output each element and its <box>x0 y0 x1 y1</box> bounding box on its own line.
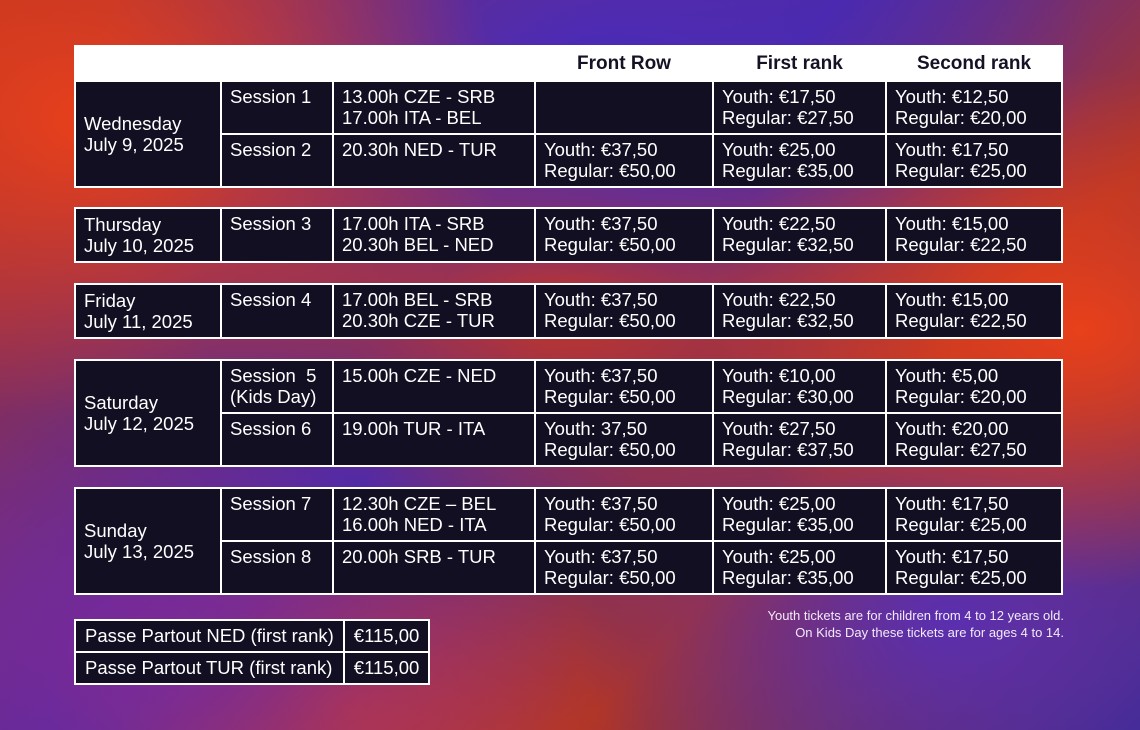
weekday: Saturday <box>84 392 159 413</box>
second-rank-price-cell <box>886 360 1062 413</box>
day-cell <box>75 81 221 187</box>
header-blank <box>75 46 535 81</box>
second-rank-price-cell <box>886 284 1062 338</box>
price-regular: Regular: €35,00 <box>722 514 854 535</box>
price-youth: Youth: €22,50 <box>722 289 836 310</box>
schedule-table-saturday <box>74 359 1063 467</box>
date: July 12, 2025 <box>84 413 195 434</box>
price-youth: Youth: €17,50 <box>722 86 836 107</box>
price-youth: Youth: 37,50 <box>544 418 648 439</box>
second-rank-price-cell <box>886 208 1062 262</box>
schedule-table-friday <box>74 283 1063 339</box>
price-regular: Regular: €25,00 <box>895 514 1027 535</box>
price-youth: Youth: €17,50 <box>895 139 1009 160</box>
match: 20.00h SRB - TUR <box>342 546 496 567</box>
session-cell <box>221 134 333 187</box>
session-name: Session 2 <box>230 139 312 160</box>
first-rank-price-cell <box>713 81 886 134</box>
price-youth: Youth: €15,00 <box>895 289 1009 310</box>
match: 17.00h ITA - BEL <box>342 107 482 128</box>
session-cell <box>221 541 333 594</box>
price-regular: Regular: €50,00 <box>544 514 676 535</box>
price-regular: Regular: €50,00 <box>544 567 676 588</box>
price-youth: Youth: €27,50 <box>722 418 836 439</box>
note-line: Youth tickets are for children from 4 to 12 years old. <box>767 608 1064 623</box>
passe-partout-label: Passe Partout TUR (first rank) <box>75 652 344 684</box>
price-youth: Youth: €17,50 <box>895 546 1009 567</box>
price-regular: Regular: €50,00 <box>544 310 676 331</box>
match: 20.30h BEL - NED <box>342 234 494 255</box>
price-regular: Regular: €50,00 <box>544 160 676 181</box>
match: 16.00h NED - ITA <box>342 514 487 535</box>
day-cell <box>75 360 221 466</box>
price-regular: Regular: €50,00 <box>544 234 676 255</box>
price-youth: Youth: €25,00 <box>722 493 836 514</box>
match: 17.00h ITA - SRB <box>342 213 485 234</box>
price-regular: Regular: €30,00 <box>722 386 854 407</box>
price-youth: Youth: €37,50 <box>544 546 658 567</box>
session-name: Session 6 <box>230 418 312 439</box>
first-rank-price-cell <box>713 284 886 338</box>
matches-cell <box>333 81 535 134</box>
price-youth: Youth: €5,00 <box>895 365 999 386</box>
price-regular: Regular: €20,00 <box>895 107 1027 128</box>
price-regular: Regular: €37,50 <box>722 439 854 460</box>
session-name: Session 8 <box>230 546 312 567</box>
day-cell <box>75 284 221 338</box>
passe-partout-table <box>74 619 430 685</box>
price-youth: Youth: €10,00 <box>722 365 836 386</box>
price-youth: Youth: €20,00 <box>895 418 1009 439</box>
second-rank-price-cell <box>886 413 1062 466</box>
session-cell <box>221 360 333 413</box>
session-cell <box>221 413 333 466</box>
price-regular: Regular: €35,00 <box>722 567 854 588</box>
first-rank-price-cell <box>713 208 886 262</box>
day-cell <box>75 208 221 262</box>
front-row-price-cell <box>535 134 713 187</box>
price-regular: Regular: €20,00 <box>895 386 1027 407</box>
date: July 9, 2025 <box>84 134 184 155</box>
price-youth: Youth: €15,00 <box>895 213 1009 234</box>
weekday: Wednesday <box>84 113 182 134</box>
matches-cell <box>333 413 535 466</box>
session-cell <box>221 208 333 262</box>
price-regular: Regular: €27,50 <box>895 439 1027 460</box>
session-cell <box>221 488 333 541</box>
weekday: Sunday <box>84 520 147 541</box>
front-row-price-cell <box>535 488 713 541</box>
matches-cell <box>333 284 535 338</box>
header-front-row: Front Row <box>535 46 713 81</box>
price-regular: Regular: €22,50 <box>895 234 1027 255</box>
price-regular: Regular: €35,00 <box>722 160 854 181</box>
session-name: Session 1 <box>230 86 312 107</box>
first-rank-price-cell <box>713 413 886 466</box>
session-subtitle: (Kids Day) <box>230 386 317 407</box>
price-regular: Regular: €50,00 <box>544 439 676 460</box>
session-cell <box>221 284 333 338</box>
front-row-price-cell <box>535 413 713 466</box>
price-regular: Regular: €25,00 <box>895 160 1027 181</box>
first-rank-price-cell <box>713 541 886 594</box>
session-name: Session 4 <box>230 289 312 310</box>
first-rank-price-cell <box>713 488 886 541</box>
weekday: Thursday <box>84 214 162 235</box>
session-name: Session 7 <box>230 493 312 514</box>
session-cell <box>221 81 333 134</box>
price-regular: Regular: €22,50 <box>895 310 1027 331</box>
second-rank-price-cell <box>886 541 1062 594</box>
date: July 13, 2025 <box>84 541 195 562</box>
front-row-price-cell <box>535 284 713 338</box>
price-regular: Regular: €27,50 <box>722 107 854 128</box>
matches-cell <box>333 134 535 187</box>
match: 15.00h CZE - NED <box>342 365 497 386</box>
match: 12.30h CZE – BEL <box>342 493 497 514</box>
price-youth: Youth: €25,00 <box>722 546 836 567</box>
match: 17.00h BEL - SRB <box>342 289 493 310</box>
passe-partout-price: €115,00 <box>344 620 430 652</box>
schedule-table-thursday <box>74 207 1063 263</box>
second-rank-price-cell <box>886 81 1062 134</box>
date: July 10, 2025 <box>84 235 195 256</box>
match: 19.00h TUR - ITA <box>342 418 486 439</box>
match: 20.30h NED - TUR <box>342 139 497 160</box>
price-youth: Youth: €37,50 <box>544 213 658 234</box>
price-regular: Regular: €25,00 <box>895 567 1027 588</box>
note-line: On Kids Day these tickets are for ages 4 to 14. <box>795 625 1064 640</box>
session-name: Session 3 <box>230 213 312 234</box>
schedule-table-sunday <box>74 487 1063 595</box>
first-rank-price-cell <box>713 134 886 187</box>
passe-partout-label: Passe Partout NED (first rank) <box>75 620 344 652</box>
price-regular: Regular: €32,50 <box>722 310 854 331</box>
matches-cell <box>333 541 535 594</box>
price-youth: Youth: €37,50 <box>544 493 658 514</box>
matches-cell <box>333 208 535 262</box>
price-youth: Youth: €17,50 <box>895 493 1009 514</box>
second-rank-price-cell <box>886 488 1062 541</box>
date: July 11, 2025 <box>84 311 193 332</box>
first-rank-price-cell <box>713 360 886 413</box>
second-rank-price-cell <box>886 134 1062 187</box>
price-youth: Youth: €37,50 <box>544 139 658 160</box>
matches-cell <box>333 360 535 413</box>
price-youth: Youth: €25,00 <box>722 139 836 160</box>
matches-cell <box>333 488 535 541</box>
front-row-price-cell <box>535 208 713 262</box>
price-youth: Youth: €37,50 <box>544 289 658 310</box>
header-second-rank: Second rank <box>886 46 1062 81</box>
header-first-rank: First rank <box>713 46 886 81</box>
front-row-price-cell <box>535 541 713 594</box>
day-cell <box>75 488 221 594</box>
weekday: Friday <box>84 290 136 311</box>
price-youth: Youth: €37,50 <box>544 365 658 386</box>
price-youth: Youth: €12,50 <box>895 86 1009 107</box>
price-regular: Regular: €50,00 <box>544 386 676 407</box>
price-regular: Regular: €32,50 <box>722 234 854 255</box>
front-row-price-cell <box>535 81 713 134</box>
match: 20.30h CZE - TUR <box>342 310 495 331</box>
youth-ticket-note <box>767 607 1064 641</box>
front-row-price-cell <box>535 360 713 413</box>
price-youth: Youth: €22,50 <box>722 213 836 234</box>
match: 13.00h CZE - SRB <box>342 86 496 107</box>
passe-partout-price: €115,00 <box>344 652 430 684</box>
session-name: Session 5 <box>230 365 317 386</box>
schedule-table-wednesday <box>74 45 1063 188</box>
